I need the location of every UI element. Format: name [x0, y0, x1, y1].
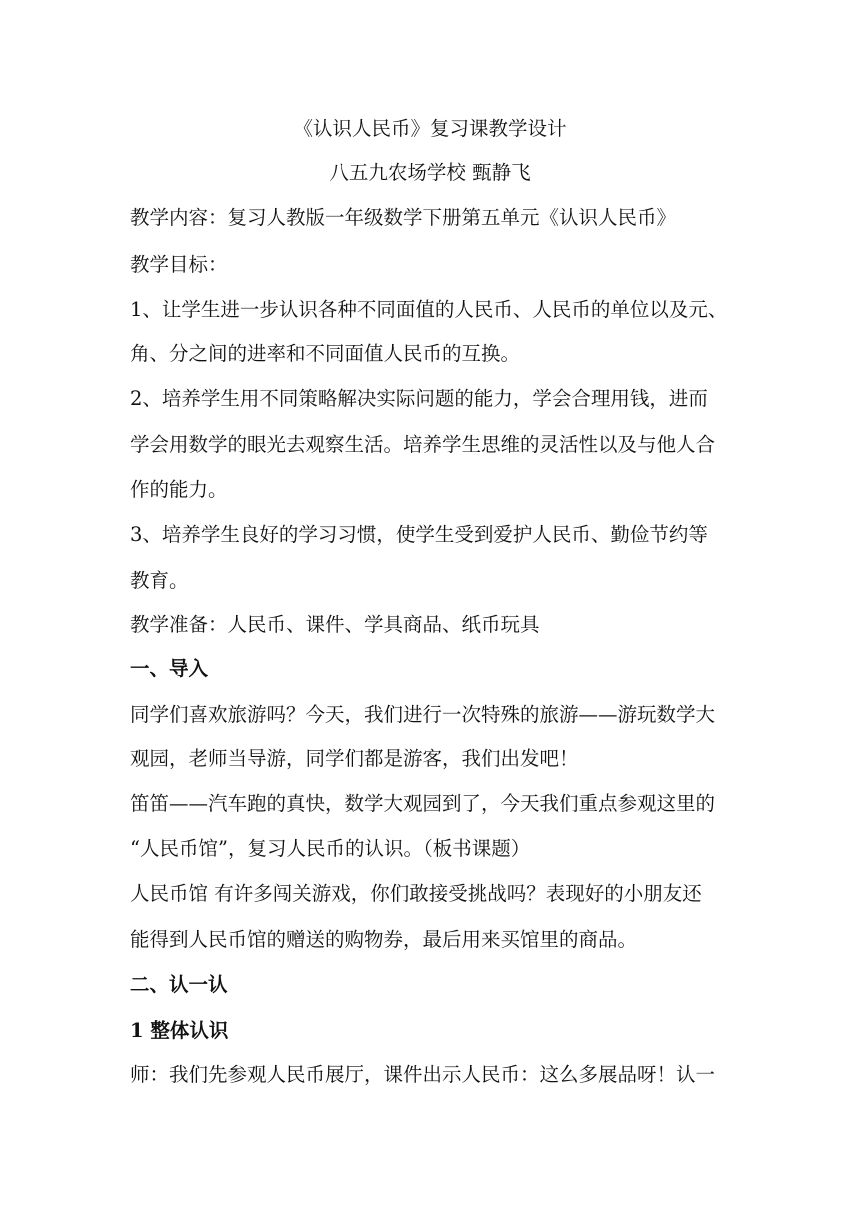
teaching-preparation-line: 教学准备：人民币、课件、学具商品、纸币玩具: [130, 613, 540, 636]
intro-paragraph-1-line-2: 观园，老师当导游，同学们都是游客，我们出发吧！: [130, 747, 579, 770]
subsection-heading-overall: 1 整体认识: [130, 1019, 229, 1042]
teaching-goals-heading: 教学目标：: [130, 253, 228, 276]
goal-1-line-2: 角、分之间的进率和不同面值人民币的互换。: [130, 342, 521, 365]
intro-paragraph-3-line-1: 人民币馆 有许多闯关游戏，你们敢接受挑战吗？表现好的小朋友还: [130, 882, 702, 905]
intro-paragraph-2-line-2: “人民币馆”，复习人民币的认识。（板书课题）: [130, 837, 531, 860]
teaching-content-line: 教学内容：复习人教版一年级数学下册第五单元《认识人民币》: [130, 206, 677, 229]
intro-paragraph-3-line-2: 能得到人民币馆的赠送的购物券，最后用来买馆里的商品。: [130, 928, 638, 951]
goal-2-line-3: 作的能力。: [130, 478, 228, 501]
document-author: 八五九农场学校 甄静飞: [329, 161, 531, 184]
teacher-dialogue-line: 师：我们先参观人民币展厅，课件出示人民币：这么多展品呀！认一: [130, 1063, 716, 1086]
section-heading-intro: 一、导入: [130, 657, 209, 680]
intro-paragraph-2-line-1: 笛笛——汽车跑的真快，数学大观园到了，今天我们重点参观这里的: [130, 792, 716, 815]
section-heading-recognize: 二、认一认: [130, 973, 228, 996]
goal-3-line-1: 3、培养学生良好的学习习惯，使学生受到爱护人民币、勤俭节约等: [130, 523, 708, 546]
goal-2-line-1: 2、培养学生用不同策略解决实际问题的能力，学会合理用钱，进而: [130, 387, 708, 410]
intro-paragraph-1-line-1: 同学们喜欢旅游吗？今天，我们进行一次特殊的旅游——游玩数学大: [130, 703, 716, 726]
goal-3-line-2: 教育。: [130, 569, 189, 592]
goal-2-line-2: 学会用数学的眼光去观察生活。培养学生思维的灵活性以及与他人合: [130, 433, 716, 456]
goal-1-line-1: 1、让学生进一步认识各种不同面值的人民币、人民币的单位以及元、: [130, 298, 728, 321]
document-title: 《认识人民币》复习课教学设计: [293, 117, 567, 140]
